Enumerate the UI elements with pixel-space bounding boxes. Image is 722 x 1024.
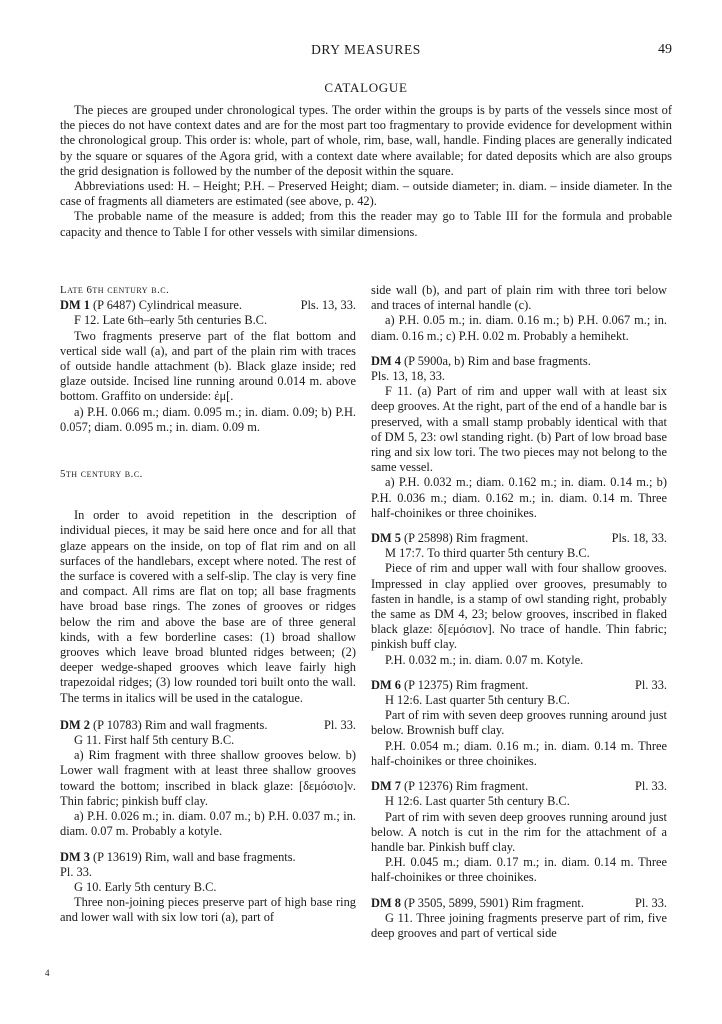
entry-plates: Pl. 33. [323, 717, 356, 732]
entry-text: Two fragments preserve part of the flat bottom and vertical side wall (a), and part of the plain rim with traces of outside handle attachment (b). Black glaze inside; red glaze outside. Incised line running around 0.014 m. above bottom. Graffito on underside: ἐμ[. [60, 328, 356, 404]
entry-inventory: (P 13619) [93, 849, 142, 864]
entry-text: Piece of rim and upper wall with four shallow grooves. Impressed in clay applied over grooves, presumably to fasten in handle, is a stamp of owl standing right, probably the same as DM 4, 23; below grooves, inscribed in flaked black glaze: δ[εμόσιον]. No trace of handle. Thin fabric; pinkish buff clay. [371, 561, 667, 652]
entry-description: Rim, wall and base fragments. [144, 849, 296, 864]
left-column [60, 283, 356, 936]
entry-label: DM 8 [371, 895, 401, 910]
entry-description: Rim fragment. [455, 779, 529, 794]
entry-inventory: (P 3505, 5899, 5901) [404, 895, 509, 910]
entry-dims: a) P.H. 0.032 m.; diam. 0.162 m.; in. diam. 0.14 m.; b) P.H. 0.036 m.; diam. 0.162 m.; in. diam. 0.14 m. Three half-choinikes or three choinikes. [371, 475, 667, 520]
entry-head [371, 354, 667, 369]
entry-find: G 10. Early 5th century B.C. [74, 879, 217, 894]
catalogue-entry-dm3 [60, 850, 356, 926]
entry-text: a) Rim fragment with three shallow grooves below. b) Lower wall fragment with at least three shallow grooves toward the bottom; inscribed in black glaze: [δεμόσιο]ν. Thin fabric; pinkish buff clay. [60, 748, 356, 808]
entry-label: DM 4 [371, 353, 401, 368]
catalogue-heading: CATALOGUE [324, 80, 408, 95]
entry-plates: Pls. 18, 33. [611, 531, 667, 546]
intro-paragraph: The probable name of the measure is added; from this the reader may go to Table III for the formula and probable capacity and thence to Table I for other vessels with similar dimensions. [60, 209, 672, 239]
entry-find: F 12. Late 6th–early 5th centuries B.C. [74, 313, 268, 328]
right-column [371, 283, 667, 951]
entry-plates: Pls. 13, 33. [300, 298, 356, 313]
intro-paragraph: Abbreviations used: H. – Height; P.H. – Preserved Height; diam. – outside diameter; in. diam. – inside diameter. In the case of fragments all diameters are estimated (see above, p. 42). [60, 179, 672, 209]
entry-dims: P.H. 0.032 m.; in. diam. 0.07 m. Kotyle. [385, 652, 584, 667]
entry-text: Three non-joining pieces preserve part of high base ring and lower wall with six low tori (a), part of [60, 895, 356, 925]
catalogue-entry-dm6 [371, 678, 667, 769]
catalogue-entry-dm8 [371, 896, 667, 942]
catalogue-entry-dm5 [371, 531, 667, 668]
entry-description: Rim and wall fragments. [144, 717, 268, 732]
entry-inventory: (P 12375) [404, 677, 453, 692]
entry-inventory: (P 10783) [93, 717, 142, 732]
entry-description: Rim fragment. [455, 677, 529, 692]
entry-text-body: Three joining fragments preserve part of rim, five deep grooves and part of vertical side [371, 910, 668, 940]
entry-head [371, 896, 667, 911]
entry-label: DM 3 [60, 849, 90, 864]
entry-text [371, 384, 667, 475]
entry-inventory: (P 6487) [93, 298, 136, 313]
entry-inventory: (P 5900a, b) [404, 353, 465, 368]
entry-plates: Pl. 33. [60, 864, 93, 879]
catalogue-entry-dm1 [60, 298, 356, 435]
entry-label: DM 7 [371, 779, 401, 794]
entry-text [371, 911, 667, 941]
entry-plates: Pl. 33. [634, 779, 667, 794]
entry-description: Rim fragment. [511, 895, 584, 910]
entry-dims: a) P.H. 0.066 m.; diam. 0.095 m.; in. diam. 0.09; b) P.H. 0.057; diam. 0.095 m.; in. diam. 0.09 m. [60, 404, 356, 434]
entry-head [371, 779, 667, 794]
footer-mark: 4 [45, 968, 50, 978]
period-heading: 5th century b.c. [60, 468, 143, 481]
entry-dims: P.H. 0.045 m.; diam. 0.17 m.; in. diam. 0.14 m. Three half-choinikes or three choinikes. [371, 855, 667, 885]
entry-find: G 11. First half 5th century B.C. [74, 733, 235, 748]
catalogue-entry-dm4 [371, 354, 667, 521]
entry-label: DM 6 [371, 677, 401, 692]
entry-label: DM 5 [371, 531, 401, 546]
entry-inventory: (P 12376) [404, 779, 453, 794]
entry-description: Rim and base fragments. [467, 353, 591, 368]
entry-plates: Pl. 33. [634, 677, 667, 692]
entry-dims: a) P.H. 0.026 m.; in. diam. 0.07 m.; b) P.H. 0.037 m.; in. diam. 0.07 m. Probably a kotyle. [60, 809, 356, 839]
catalogue-entry-dm2 [60, 718, 356, 840]
running-title: DRY MEASURES [311, 42, 421, 57]
intro-section [60, 103, 672, 240]
entry-find: H 12:6. Last quarter 5th century B.C. [385, 794, 570, 809]
period-heading: Late 6th century b.c. [60, 284, 170, 296]
entry-dims: P.H. 0.054 m.; diam. 0.16 m.; in. diam. 0.14 m. Three half-choinikes or three choinikes. [371, 738, 667, 768]
page-number: 49 [658, 42, 672, 57]
entry-continuation: side wall (b), and part of plain rim with three tori below and traces of internal handle (c). [371, 283, 667, 313]
entry-head [371, 531, 667, 546]
entry-description: Cylindrical measure. [138, 298, 242, 313]
entry-head [371, 678, 667, 693]
catalogue-entry-dm7 [371, 779, 667, 885]
entry-dims: a) P.H. 0.05 m.; in. diam. 0.16 m.; b) P.H. 0.067 m.; in. diam. 0.16 m.; c) P.H. 0.02 m. Probably a hemihekt. [371, 313, 667, 343]
general-note: In order to avoid repetition in the description of individual pieces, it may be said here once and for all that glaze appears on the inside, on top of flat rim and on all surfaces of the handlebars, except where noted. The rest of the surface is covered with a self-slip. The clay is very fine and compact. All rims are flat on top; all base fragments have broad base rings. The zones of grooves or ridges below the rim and above the base are of three general kinds, with a few borderline cases: (1) broad shallow grooves which leave broad blunted ridges between; (2) deeper wedge-shaped grooves which leave fairly high trapezoidal ridges; (3) low rounded tori built onto the wall. The terms in italics will be used in the catalogue. [60, 508, 356, 705]
entry-plates: Pl. 33. [634, 895, 667, 910]
intro-paragraph: The pieces are grouped under chronological types. The order within the groups is by parts of the vessels since most of the pieces do not have context dates and are for the most part too fragmentary to provide evidence for development within the chronological group. This order is: whole, part of whole, rim, base, wall, handle. Finding places are generally indicated by the square or squares of the Agora grid, with a context date where available; for dated deposits which are also groups the grid designation is followed by the number of the deposit within the square. [60, 103, 672, 178]
entry-find: F 11. [385, 384, 413, 399]
entry-head [60, 850, 356, 865]
entry-find: H 12:6. Last quarter 5th century B.C. [385, 693, 570, 708]
page-header [60, 42, 672, 64]
entry-head [60, 718, 356, 733]
entry-inventory: (P 25898) [404, 531, 453, 546]
entry-label: DM 2 [60, 717, 90, 732]
entry-text: Part of rim with seven deep grooves running around just below. A notch is cut in the rim for the attachment of a handle bar. Pinkish buff clay. [371, 809, 667, 854]
entry-label: DM 1 [60, 298, 90, 313]
entry-text-body: (a) Part of rim and upper wall with at least six deep grooves. At the right, part of the end of a handle bar is preserved, with a small stamp probably identical with that of DM 5, 23: owl standing right. (b) Part of low broad base ring and six low tori. The two pieces may not belong to the same vessel. [371, 384, 667, 475]
entry-find: M 17:7. To third quarter 5th century B.C. [385, 546, 590, 561]
entry-description: Rim fragment. [455, 531, 529, 546]
entry-text: Part of rim with seven deep grooves running around just below. Brownish buff clay. [371, 708, 667, 738]
entry-find: G 11. [385, 910, 413, 925]
entry-plates: Pls. 13, 18, 33. [371, 369, 446, 384]
entry-head [60, 298, 356, 313]
